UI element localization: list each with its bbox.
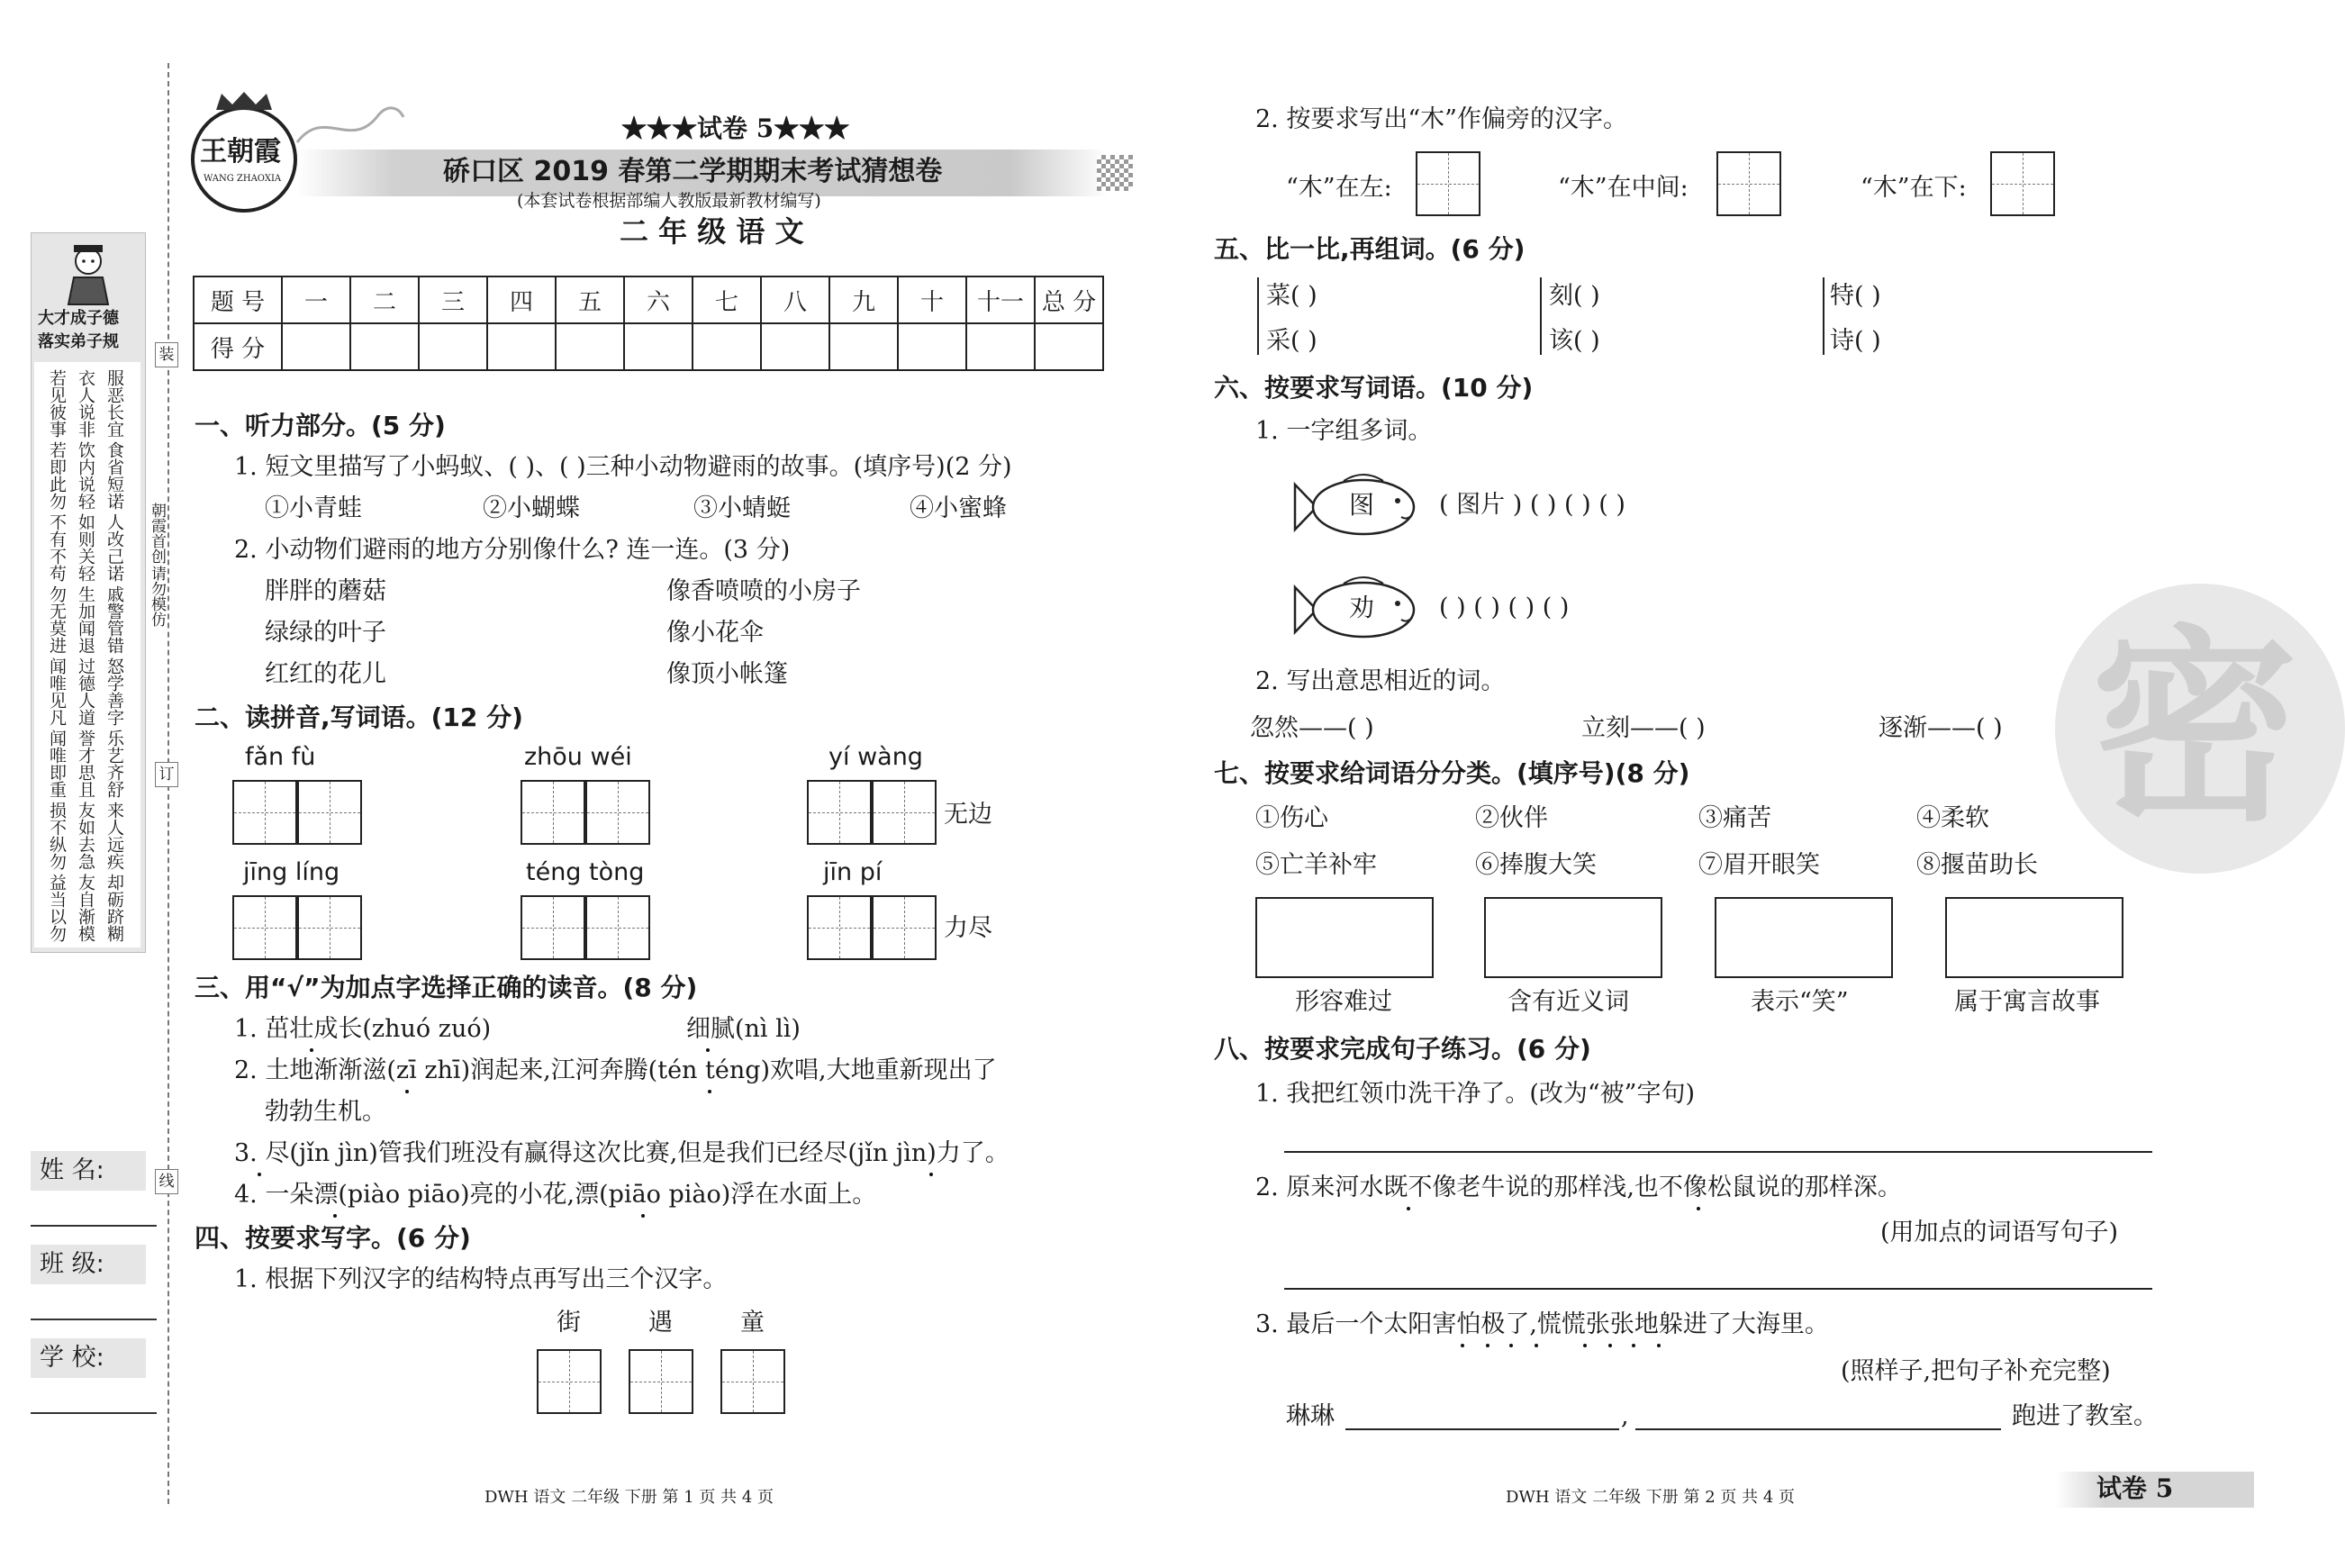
fish-char-1: 图: [1349, 490, 1375, 520]
side-note-1: 朝霞首创: [148, 503, 166, 564]
name-field[interactable]: [31, 1187, 157, 1227]
s1-opt-1: ①小青蛙: [265, 494, 362, 522]
motto-column: 闻唯见凡: [47, 657, 67, 726]
write-box[interactable]: [232, 780, 297, 845]
motto-column: 饮内说轻: [76, 441, 95, 510]
scholar-illustration: [56, 241, 121, 304]
write-box[interactable]: [232, 895, 297, 960]
s1-opt-3: ③小蜻蜓: [693, 494, 791, 522]
category-box[interactable]: [1255, 897, 1434, 978]
motto-column: 服恶长宜: [104, 369, 124, 438]
section-3-title: 三、用“√”为加点字选择正确的读音。(8 分): [195, 973, 698, 1002]
motto-column: 友如去急: [76, 802, 95, 870]
emphasis-dot: [405, 1090, 409, 1093]
answer-line[interactable]: [1284, 1264, 2152, 1290]
motto-column: 人改己诺: [104, 513, 124, 582]
score-head: 七: [693, 276, 761, 323]
score-head: 二: [350, 276, 419, 323]
s8-q1: 1. 我把红领巾洗干净了。(改为“被”字句): [1255, 1080, 1696, 1108]
fold-tag-1: 装: [155, 342, 178, 367]
score-cell[interactable]: [350, 323, 419, 370]
emphasis-dot: [1461, 1344, 1464, 1347]
emphasis-dot: [333, 1214, 337, 1218]
emphasis-dot: [258, 1173, 261, 1176]
score-head: 题 号: [194, 276, 282, 323]
s6-row-1: ( 图片 ) ( ) ( ) ( ): [1439, 491, 1625, 519]
s8-q3-hint: (照样子,把句子补充完整): [1841, 1357, 2111, 1385]
write-box[interactable]: [807, 780, 872, 845]
score-head: 十一: [966, 276, 1035, 323]
write-box[interactable]: [872, 780, 937, 845]
section-4-title: 四、按要求写字。(6 分): [195, 1223, 471, 1253]
motto-column: 如则关轻: [76, 513, 95, 582]
score-table: [193, 276, 1104, 371]
s4-q2: 2. 按要求写出“木”作偏旁的汉字。: [1255, 105, 1627, 133]
s8-q2: 2. 原来河水既不像老牛说的那样浅,也不像松鼠说的那样深。: [1255, 1174, 1902, 1201]
fold-tag-3: 线: [155, 1169, 178, 1194]
s5-pair-6: 诗( ): [1830, 327, 1881, 355]
score-cell[interactable]: [487, 323, 556, 370]
secret-seal: [2055, 584, 2345, 874]
brand-logo: [191, 106, 297, 213]
slogan-2: 落实弟子规: [38, 332, 119, 351]
s7-word-1: ①伤心: [1255, 804, 1328, 832]
s4-q1: 1. 根据下列汉字的结构特点再写出三个汉字。: [234, 1265, 728, 1293]
s8-q3: 3. 最后一个太阳害怕极了,慌慌张张地躲进了大海里。: [1255, 1310, 1829, 1338]
emphasis-dot: [929, 1173, 933, 1176]
write-box[interactable]: [1990, 151, 2055, 216]
motto-column: 誉才思且: [76, 730, 95, 798]
score-head: 八: [761, 276, 829, 323]
motto-column: 乐艺齐舒: [104, 730, 124, 798]
score-head: 三: [419, 276, 487, 323]
emphasis-dot: [706, 1048, 710, 1052]
s6-row-2: ( ) ( ) ( ) ( ): [1439, 594, 1570, 621]
score-cell[interactable]: [624, 323, 693, 370]
score-cell[interactable]: [556, 323, 624, 370]
motto-column: 却砺跻糊: [104, 874, 124, 942]
s8-q3-end: 跑进了教室。: [2012, 1402, 2158, 1430]
s7-cat-1: 形容难过: [1295, 988, 1392, 1016]
motto-column: 若见彼事: [47, 369, 67, 438]
s4-char-1: 街: [557, 1309, 581, 1337]
answer-line[interactable]: [1635, 1401, 2001, 1430]
bracket-3: [1823, 277, 1824, 355]
score-head: 五: [556, 276, 624, 323]
score-cell[interactable]: [1035, 323, 1103, 370]
motto-column: 生加闻退: [76, 585, 95, 654]
s1-opt-4: ④小蜜蜂: [910, 494, 1007, 522]
s7-word-2: ②伙伴: [1475, 804, 1548, 832]
brand-latin: WANG ZHAOXIA: [204, 174, 282, 184]
exam-subject: 二 年 级 语 文: [620, 214, 804, 249]
s3-q1b: 细腻(nì lì): [686, 1015, 801, 1043]
bracket-2: [1540, 277, 1542, 355]
answer-line[interactable]: [1345, 1401, 1619, 1430]
s5-pair-4: 该( ): [1549, 327, 1600, 355]
pinyin-4: jīng líng: [243, 858, 340, 886]
s8-q3-start: 琳琳: [1286, 1402, 1335, 1430]
s1-q1: 1. 短文里描写了小蚂蚁、( )、( )三种小动物避雨的故事。(填序号)(2 分): [234, 453, 1012, 481]
write-box[interactable]: [807, 895, 872, 960]
s6-near-1: 忽然——( ): [1250, 714, 1374, 742]
emphasis-dot: [1486, 1344, 1489, 1347]
s7-word-3: ③痛苦: [1698, 804, 1771, 832]
emphasis-dot: [1535, 1344, 1538, 1347]
s1-opt-2: ②小蝴蝶: [483, 494, 580, 522]
score-cell[interactable]: [282, 323, 350, 370]
s1-left-3: 红红的花儿: [265, 660, 386, 688]
category-box[interactable]: [1945, 897, 2123, 978]
write-box[interactable]: [297, 895, 362, 960]
write-box[interactable]: [521, 780, 585, 845]
section-5-title: 五、比一比,再组词。(6 分): [1214, 234, 1526, 264]
category-box[interactable]: [1715, 897, 1893, 978]
write-box[interactable]: [720, 1349, 785, 1414]
s7-word-6: ⑥捧腹大笑: [1475, 851, 1597, 879]
s3-q3: 3. 尽(jǐn jìn)管我们班没有赢得这次比赛,但是我们已经尽(jǐn jìn)力了。: [234, 1139, 1010, 1167]
s7-word-8: ⑧揠苗助长: [1916, 851, 2038, 879]
section-1-title: 一、听力部分。(5 分): [195, 411, 446, 440]
s5-pair-5: 特( ): [1830, 282, 1881, 310]
s3-q2a: 2. 土地渐渐滋(zī zhī)润起来,江河奔腾(tén téng)欢唱,大地重新现出了: [234, 1056, 997, 1084]
s6-q2: 2. 写出意思相近的词。: [1255, 667, 1506, 695]
section-2-title: 二、读拼音,写词语。(12 分): [195, 702, 523, 732]
emphasis-dot: [1583, 1344, 1587, 1347]
score-cell[interactable]: [966, 323, 1035, 370]
corner-label: 试卷 5: [2096, 1473, 2174, 1503]
s1-right-1[interactable]: 像香喷喷的小房子: [666, 577, 861, 605]
s1-right-2[interactable]: 像小花伞: [666, 619, 764, 647]
score-head: 九: [829, 276, 898, 323]
s5-pair-2: 采( ): [1266, 327, 1317, 355]
motto-column: 益当以勿: [47, 874, 67, 942]
s4-char-2: 遇: [648, 1309, 673, 1337]
write-box[interactable]: [585, 780, 650, 845]
footer-right: DWH 语文 二年级 下册 第 2 页 共 4 页: [1506, 1488, 1796, 1507]
score-head: 总 分: [1035, 276, 1103, 323]
score-cell[interactable]: [829, 323, 898, 370]
emphasis-dot: [1697, 1207, 1700, 1210]
motto-column: 来人远疾: [104, 802, 124, 870]
emphasis-dot: [310, 1048, 313, 1052]
class-label: 班 级:: [31, 1245, 146, 1284]
s8-q3-mid: ,: [1621, 1402, 1629, 1430]
write-box[interactable]: [585, 895, 650, 960]
s3-q1a: 1. 茁壮成长(zhuó zuó): [234, 1015, 492, 1043]
score-cell[interactable]: [419, 323, 487, 370]
answer-line[interactable]: [1284, 1128, 2152, 1153]
write-box[interactable]: [537, 1349, 602, 1414]
write-box[interactable]: [1716, 151, 1781, 216]
s1-q2: 2. 小动物们避雨的地方分别像什么? 连一连。(3 分): [234, 536, 791, 564]
s4-char-3: 童: [740, 1309, 765, 1337]
write-box[interactable]: [521, 895, 585, 960]
s1-right-3[interactable]: 像顶小帐篷: [666, 660, 788, 688]
score-label: 得 分: [194, 323, 282, 370]
seal-char: 密: [2091, 606, 2299, 849]
paper-number: ★★★试卷 5★★★: [621, 113, 850, 143]
s8-q2-hint: (用加点的词语写句子): [1880, 1219, 2119, 1246]
exam-title: 硚口区 2019 春第二学期期末考试猜想卷: [443, 156, 943, 187]
s6-near-2: 立刻——( ): [1581, 714, 1706, 742]
bracket-1: [1257, 277, 1259, 355]
s4-pos-1: “木”在左:: [1286, 174, 1392, 202]
emphasis-dot: [1407, 1207, 1410, 1210]
s3-q4: 4. 一朵漂(piào piāo)亮的小花,漂(piāo piào)浮在水面上。: [234, 1181, 877, 1209]
pinyin-1: fǎn fù: [245, 743, 316, 771]
suffix-1: 无边: [944, 801, 992, 829]
write-box[interactable]: [1416, 151, 1480, 216]
crown-icon: [214, 90, 274, 112]
side-note-2: 请勿模仿: [148, 566, 166, 627]
emphasis-dot: [1608, 1344, 1612, 1347]
school-field[interactable]: [31, 1374, 157, 1414]
pinyin-5: téng tòng: [526, 858, 645, 886]
score-head: 一: [282, 276, 350, 323]
section-7-title: 七、按要求给词语分分类。(填序号)(8 分): [1214, 758, 1690, 788]
brand-name: 王朝霞: [200, 136, 281, 168]
pinyin-3: yí wàng: [828, 743, 923, 771]
ribbon-decoration: [297, 97, 405, 151]
slogan-1: 大才成子德: [38, 309, 119, 328]
section-8-title: 八、按要求完成句子练习。(6 分): [1214, 1034, 1591, 1064]
suffix-2: 力尽: [944, 914, 992, 942]
fold-tag-2: 订: [155, 762, 178, 787]
pinyin-2: zhōu wéi: [524, 743, 632, 771]
section-6-title: 六、按要求写词语。(10 分): [1214, 373, 1534, 403]
motto-column: 勿无莫进: [47, 585, 67, 654]
motto-column: 友自渐模: [76, 874, 95, 942]
s6-near-3: 逐渐——( ): [1879, 714, 2003, 742]
score-head: 四: [487, 276, 556, 323]
motto-column: 若即此勿: [47, 441, 67, 510]
checker-pattern: [1097, 155, 1133, 191]
s5-pair-1: 菜( ): [1266, 282, 1317, 310]
emphasis-dot: [641, 1214, 645, 1218]
s5-pair-3: 刻( ): [1549, 282, 1600, 310]
name-label: 姓 名:: [31, 1151, 146, 1191]
school-label: 学 校:: [31, 1338, 146, 1378]
emphasis-dot: [1632, 1344, 1635, 1347]
emphasis-dot: [708, 1090, 711, 1093]
emphasis-dot: [1657, 1344, 1661, 1347]
score-cell[interactable]: [761, 323, 829, 370]
score-row: [194, 323, 1103, 370]
exam-note: (本套试卷根据部编人教版最新教材编写): [517, 191, 821, 211]
score-head: 六: [624, 276, 693, 323]
motto-column: 衣人说非: [76, 369, 95, 438]
s4-pos-2: “木”在中间:: [1558, 174, 1689, 202]
write-box[interactable]: [297, 780, 362, 845]
s7-word-4: ④柔软: [1916, 804, 1989, 832]
motto-column: 怒学善字: [104, 657, 124, 726]
fish-char-2: 劝: [1349, 593, 1375, 622]
s7-cat-4: 属于寓言故事: [1954, 988, 2100, 1016]
write-box[interactable]: [872, 895, 937, 960]
motto-column: 损不纵勿: [47, 802, 67, 870]
score-cell[interactable]: [898, 323, 966, 370]
s3-q2b: 勃勃生机。: [265, 1098, 386, 1126]
write-box[interactable]: [629, 1349, 693, 1414]
s1-left-2: 绿绿的叶子: [265, 619, 386, 647]
category-box[interactable]: [1484, 897, 1662, 978]
motto-column: 不有不苟: [47, 513, 67, 582]
footer-left: DWH 语文 二年级 下册 第 1 页 共 4 页: [484, 1488, 774, 1507]
s4-pos-3: “木”在下:: [1861, 174, 1967, 202]
s7-cat-2: 含有近义词: [1508, 988, 1629, 1016]
motto-column: 闻唯即重: [47, 730, 67, 798]
motto-column: 戚警管错: [104, 585, 124, 654]
emphasis-dot: [1509, 1344, 1513, 1347]
s1-left-1: 胖胖的蘑菇: [265, 577, 386, 605]
s7-cat-3: 表示“笑”: [1751, 988, 1849, 1016]
s6-q1: 1. 一字组多词。: [1255, 417, 1433, 445]
motto-column: 过德人道: [76, 657, 95, 726]
score-header-row: [194, 276, 1103, 323]
pinyin-6: jīn pí: [823, 858, 883, 886]
score-head: 十: [898, 276, 966, 323]
class-field[interactable]: [31, 1281, 157, 1320]
motto-column: 食省短诺: [104, 441, 124, 510]
score-cell[interactable]: [693, 323, 761, 370]
s7-word-7: ⑦眉开眼笑: [1698, 851, 1820, 879]
s7-word-5: ⑤亡羊补牢: [1255, 851, 1377, 879]
